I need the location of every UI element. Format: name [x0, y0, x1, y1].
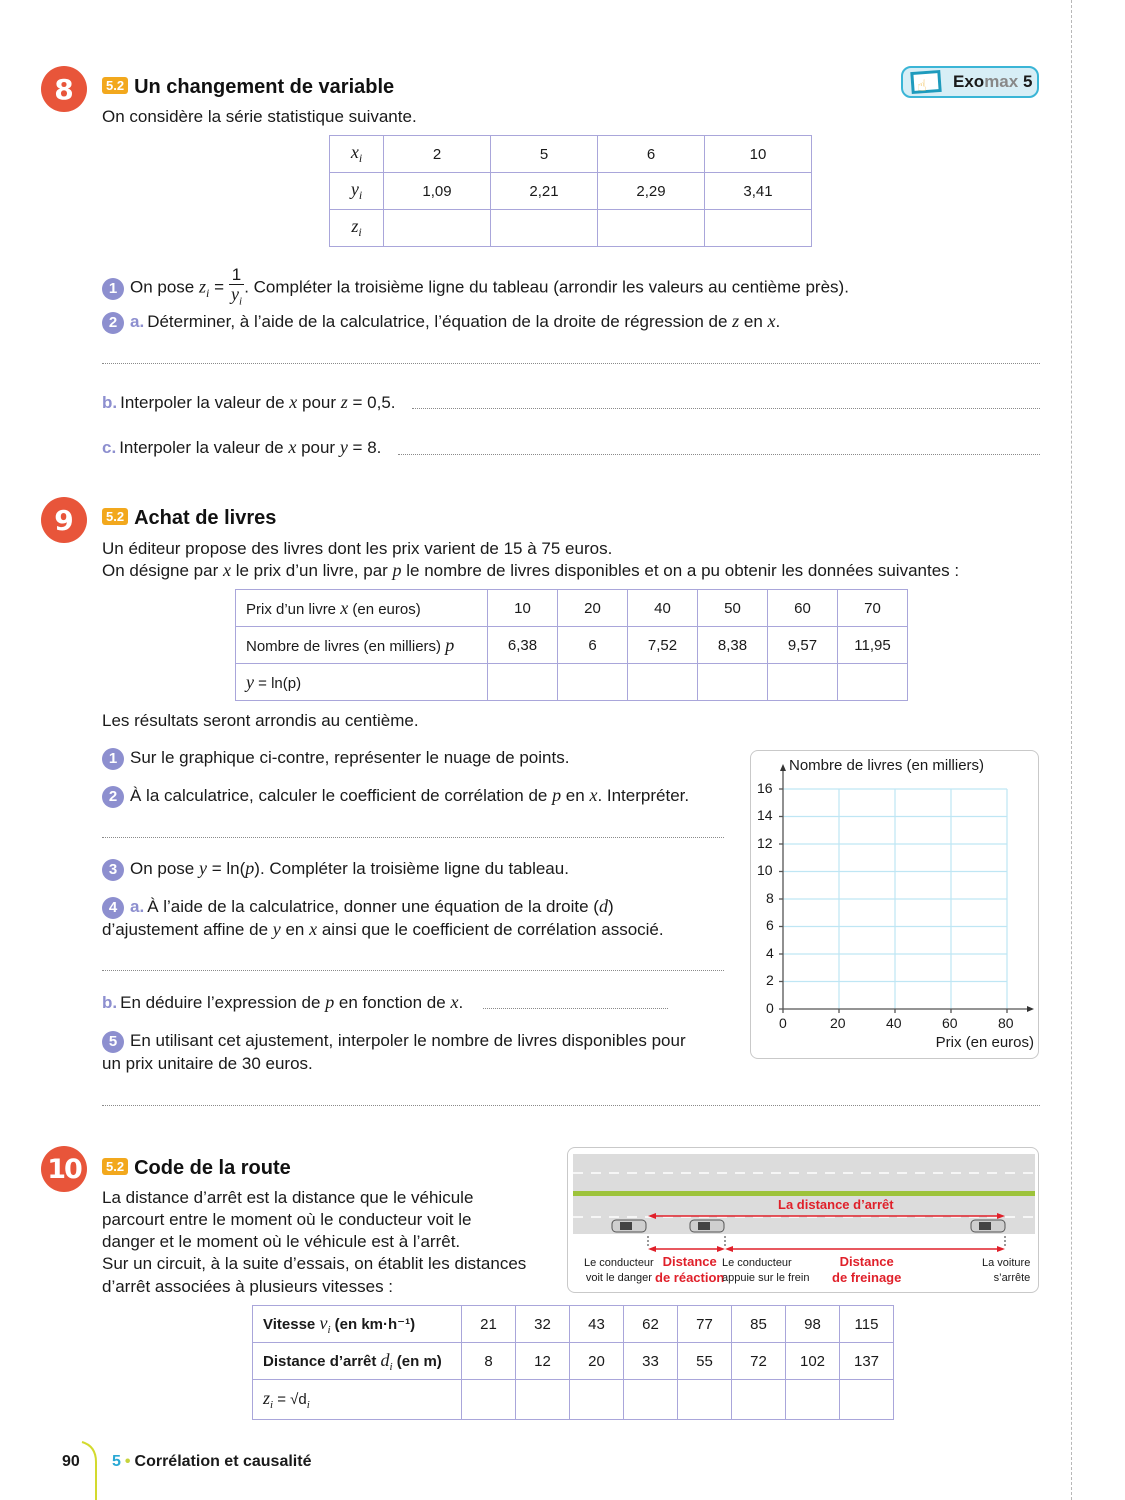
table-row	[236, 627, 908, 664]
answer-cell[interactable]	[768, 664, 838, 701]
exercise-number-badge	[41, 497, 87, 543]
table-row	[253, 1380, 894, 1420]
chapter-footer: 5 • Corrélation et causalité	[112, 1453, 312, 1470]
table-cell: 72	[732, 1343, 786, 1380]
answer-cell[interactable]	[705, 210, 812, 247]
exercise-title	[102, 1157, 291, 1180]
exomax-button[interactable]	[901, 66, 1039, 98]
exercise-number-badge	[41, 66, 87, 112]
answer-cell[interactable]	[838, 664, 908, 701]
page-number: 90	[62, 1453, 80, 1470]
table-cell: 2,21	[491, 173, 598, 210]
answer-cell[interactable]	[491, 210, 598, 247]
exomax-label: Exomax 5	[953, 72, 1033, 91]
table-cell: 2,29	[598, 173, 705, 210]
answer-cell[interactable]	[624, 1380, 678, 1420]
row-header: $z_i$	[330, 210, 384, 247]
answer-cell[interactable]	[570, 1380, 624, 1420]
rounding-note: Les résultats seront arrondis au centième.	[102, 711, 419, 730]
question-4a-line-1: 4 a. À l’aide de la calculatrice, donner une équation de la droite (d)	[102, 895, 614, 919]
table-cell: 21	[462, 1306, 516, 1343]
table-row	[236, 590, 908, 627]
question-2: 2 À la calculatrice, calculer le coefficient de corrélation de p en x. Interpréter.	[102, 784, 689, 808]
fraction: $\frac{1}{y_i}$	[229, 266, 244, 310]
table-cell: 43	[570, 1306, 624, 1343]
table-cell: 7,52	[628, 627, 698, 664]
answer-line[interactable]	[102, 837, 724, 838]
chart-svg	[751, 751, 1040, 1060]
answer-line[interactable]	[398, 454, 1040, 455]
answer-line[interactable]	[412, 408, 1040, 409]
table-cell: 60	[768, 590, 838, 627]
question-2a: 2 a. Déterminer, à l’aide de la calculatrice, l’équation de la droite de régression de z en x.	[102, 310, 780, 334]
exercise-number: 8	[54, 72, 74, 106]
question-5-line-1: 5 En utilisant cet ajustement, interpoler le nombre de livres disponibles pour	[102, 1029, 686, 1053]
table-cell: 6	[558, 627, 628, 664]
table-cell: 32	[516, 1306, 570, 1343]
table-cell: 55	[678, 1343, 732, 1380]
y-axis-label: Nombre de livres (en milliers)	[789, 757, 985, 774]
car-icon	[690, 1220, 724, 1232]
table-cell: 137	[840, 1343, 894, 1380]
table-cell: 77	[678, 1306, 732, 1343]
question-number-badge: 1	[102, 748, 124, 770]
exercise-intro-line-1: Un éditeur propose des livres dont les prix varient de 15 à 75 euros.	[102, 539, 613, 558]
answer-cell[interactable]	[698, 664, 768, 701]
diagram-label: Le conducteur voit le danger	[584, 1257, 654, 1284]
table-cell: 115	[840, 1306, 894, 1343]
exercise-title-text: Un changement de variable	[134, 76, 395, 98]
intro-line: danger et le moment où le véhicule est à l’arrêt.	[102, 1232, 461, 1251]
question-number-badge: 2	[102, 312, 124, 334]
table-cell: 40	[628, 590, 698, 627]
question-5-line-2: un prix unitaire de 30 euros.	[102, 1054, 313, 1073]
row-header: $z_i = √d_i$	[253, 1380, 462, 1420]
table-row	[253, 1306, 894, 1343]
table-cell: 8	[462, 1343, 516, 1380]
row-header: Vitesse $v_i$ (en km·h⁻¹)	[253, 1306, 462, 1343]
answer-cell[interactable]	[628, 664, 698, 701]
question-number-badge: 2	[102, 786, 124, 808]
answer-cell[interactable]	[462, 1380, 516, 1420]
table-cell: 10	[705, 136, 812, 173]
table-cell: 20	[558, 590, 628, 627]
hand-pointer-icon: ☝	[917, 78, 927, 95]
question-1: 1 On pose $z_i$ = $\frac{1}{y_i}$ . Compléter la troisième ligne du tableau (arrondir les valeurs au centième près).	[102, 266, 849, 310]
table-cell: 10	[488, 590, 558, 627]
table-row	[253, 1343, 894, 1380]
question-2c: c. Interpoler la valeur de x pour y = 8.	[102, 437, 382, 457]
table-row	[330, 136, 812, 173]
question-1: 1 Sur le graphique ci-contre, représenter le nuage de points.	[102, 746, 569, 770]
exercise-title-text: Code de la route	[134, 1157, 291, 1179]
intro-line: La distance d’arrêt est la distance que le véhicule	[102, 1188, 474, 1207]
answer-cell[interactable]	[384, 210, 491, 247]
answer-line[interactable]	[102, 1105, 1040, 1106]
exercise-title	[102, 76, 394, 99]
table-row	[330, 173, 812, 210]
page-cut-line	[1071, 0, 1072, 1500]
car-icon	[971, 1220, 1005, 1232]
question-4b: b. En déduire l’expression de p en fonction de x.	[102, 992, 464, 1012]
intro-line: Sur un circuit, à la suite d’essais, on établit les distances	[102, 1254, 527, 1273]
question-number-badge: 5	[102, 1031, 124, 1053]
table-cell: 9,57	[768, 627, 838, 664]
scatter-plot-grid[interactable]: Nombre de livres (en milliers) Prix (en euros) 0 2 4 6 8 10 12 14 16 0 20 40 60 80	[750, 750, 1039, 1059]
answer-line[interactable]	[102, 970, 724, 971]
answer-cell[interactable]	[786, 1380, 840, 1420]
question-number-badge: 1	[102, 278, 124, 300]
table-row	[236, 664, 908, 701]
question-3: 3 On pose y = ln(p). Compléter la troisième ligne du tableau.	[102, 857, 569, 881]
diagram-label-red: Distance de freinage	[832, 1254, 902, 1285]
table-cell: 1,09	[384, 173, 491, 210]
intro-line: d’arrêt associées à plusieurs vitesses :	[102, 1277, 394, 1296]
table-cell: 33	[624, 1343, 678, 1380]
section-badge: 5.2	[102, 1158, 128, 1175]
data-table-ex9	[235, 589, 908, 701]
exercise-intro-line-2: On désigne par x le prix d’un livre, par p le nombre de livres disponibles et on a pu obtenir les données suivantes :	[102, 560, 960, 580]
question-number-badge: 3	[102, 859, 124, 881]
data-table-ex8	[329, 135, 812, 247]
answer-cell[interactable]	[598, 210, 705, 247]
section-badge: 5.2	[102, 77, 128, 94]
question-number-badge: 4	[102, 897, 124, 919]
table-cell: 5	[491, 136, 598, 173]
question-2b: b. Interpoler la valeur de x pour z = 0,5.	[102, 392, 396, 412]
table-cell: 6	[598, 136, 705, 173]
table-cell: 6,38	[488, 627, 558, 664]
answer-cell[interactable]	[488, 664, 558, 701]
total-distance-label: La distance d’arrêt	[778, 1197, 894, 1212]
diagram-label-red: Distance de réaction	[655, 1254, 725, 1285]
table-cell: 50	[698, 590, 768, 627]
exercise-title	[102, 507, 276, 530]
stopping-distance-diagram	[567, 1147, 1039, 1293]
row-header: y = ln(p)	[236, 664, 488, 701]
intro-line: parcourt entre le moment où le conducteur voit le	[102, 1210, 472, 1229]
answer-cell[interactable]	[558, 664, 628, 701]
table-cell: 62	[624, 1306, 678, 1343]
row-header: Prix d’un livre x (en euros)	[236, 590, 488, 627]
car-icon	[612, 1220, 646, 1232]
exercise-number-badge	[41, 1146, 87, 1192]
table-cell: 2	[384, 136, 491, 173]
answer-cell[interactable]	[840, 1380, 894, 1420]
exercise-intro: On considère la série statistique suivante.	[102, 107, 417, 126]
exercise-title-text: Achat de livres	[134, 507, 277, 529]
row-header: $y_i$	[330, 173, 384, 210]
table-cell: 98	[786, 1306, 840, 1343]
answer-line[interactable]	[483, 1008, 668, 1009]
x-axis-label: Prix (en euros)	[935, 1034, 1034, 1051]
data-table-ex10	[252, 1305, 894, 1420]
answer-cell[interactable]	[678, 1380, 732, 1420]
table-cell: 70	[838, 590, 908, 627]
answer-line[interactable]	[102, 363, 1040, 364]
table-cell: 85	[732, 1306, 786, 1343]
table-cell: 12	[516, 1343, 570, 1380]
table-cell: 20	[570, 1343, 624, 1380]
table-row	[330, 210, 812, 247]
row-header: $x_i$	[330, 136, 384, 173]
row-header: Distance d’arrêt $d_i$ (en m)	[253, 1343, 462, 1380]
diagram-label: Le conducteur appuie sur le frein	[722, 1257, 810, 1284]
footer-curve-decoration	[80, 1440, 104, 1500]
row-header: Nombre de livres (en milliers) p	[236, 627, 488, 664]
answer-cell[interactable]	[516, 1380, 570, 1420]
exercise-number: 9	[54, 503, 74, 537]
table-cell: 8,38	[698, 627, 768, 664]
table-cell: 102	[786, 1343, 840, 1380]
exercise-number: 10	[47, 1153, 81, 1185]
question-4a-line-2: d’ajustement affine de y en x ainsi que le coefficient de corrélation associé.	[102, 919, 664, 939]
diagram-label: La voiture s’arrête	[982, 1257, 1031, 1284]
table-cell: 11,95	[838, 627, 908, 664]
table-cell: 3,41	[705, 173, 812, 210]
section-badge: 5.2	[102, 508, 128, 525]
answer-cell[interactable]	[732, 1380, 786, 1420]
